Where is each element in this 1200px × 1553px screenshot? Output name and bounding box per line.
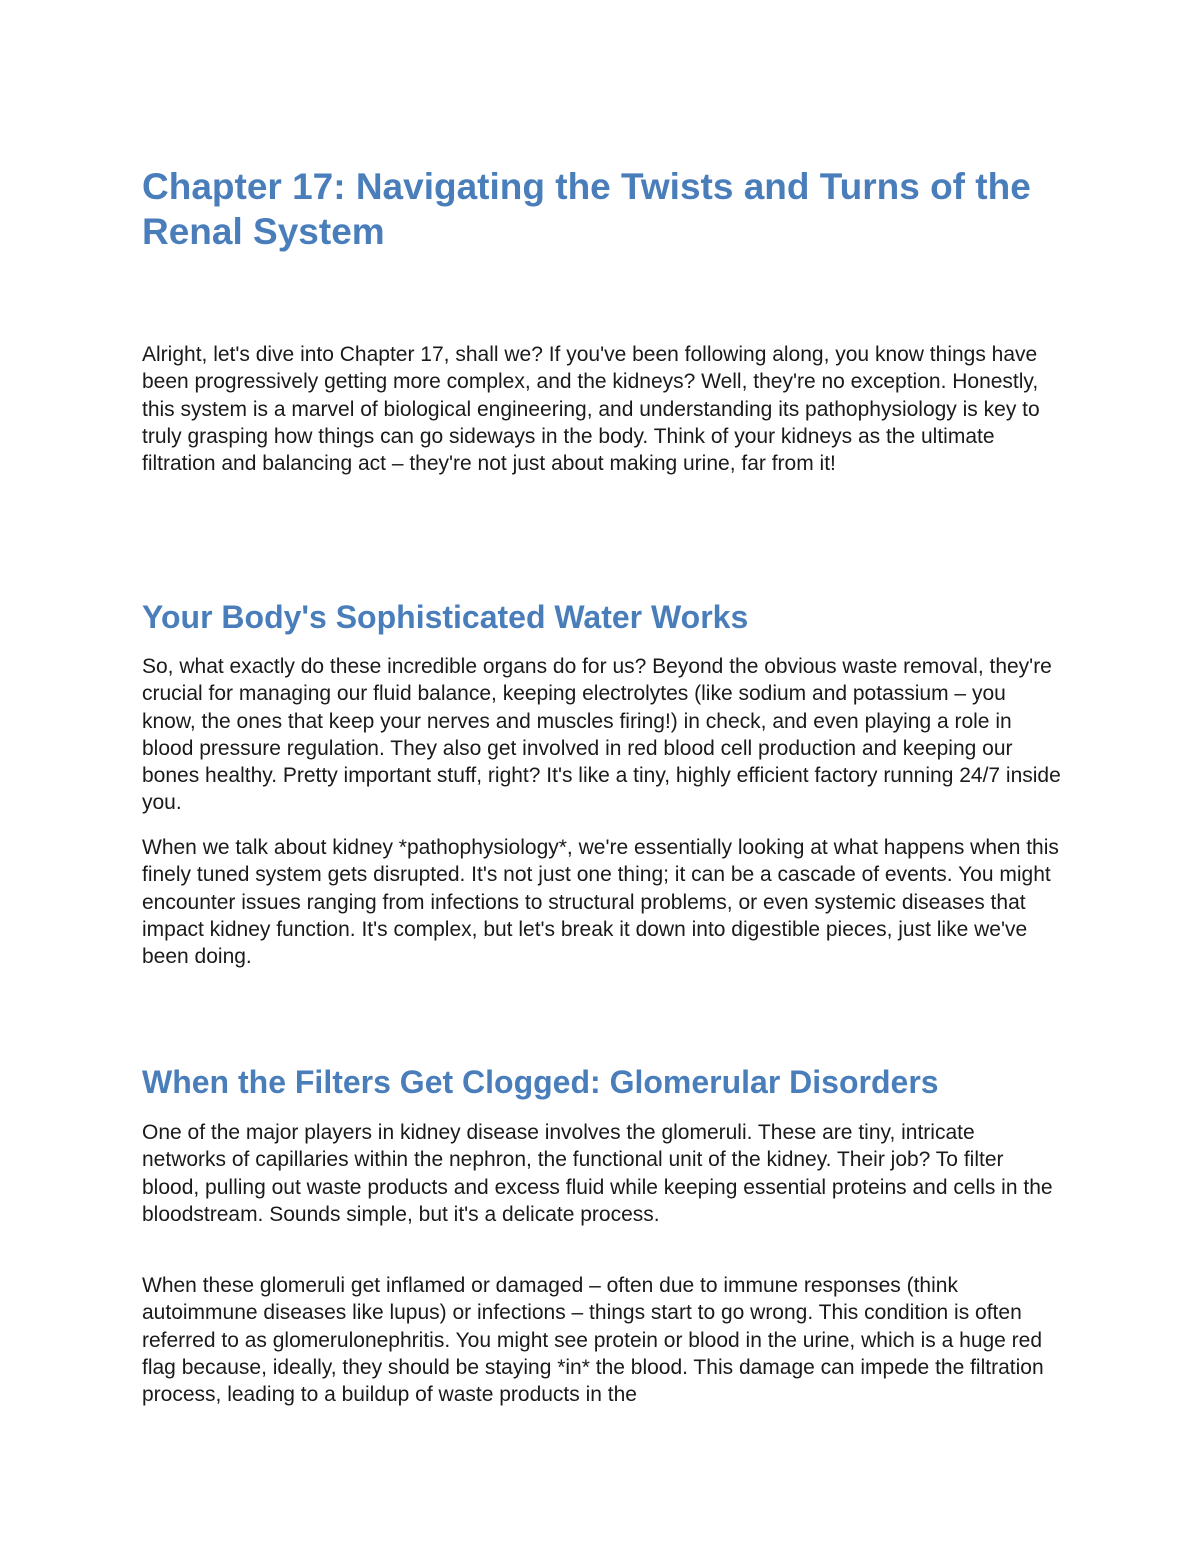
section-heading-water-works: Your Body's Sophisticated Water Works xyxy=(142,599,749,635)
section-heading-glomerular-disorders: When the Filters Get Clogged: Glomerular Disorders xyxy=(142,1064,939,1100)
intro-paragraph: Alright, let's dive into Chapter 17, shall we? If you've been following along, you know things have been progressively getting more complex, and the kidneys? Well, they're no exception. Honestly, this system is a marvel of biological engineering, and understanding its pathophysiology is key to truly grasping how things can go sideways in the body. Think of your kidneys as the ultimate filtration and balancing act – they're not just about making urine, far from it! xyxy=(142,343,1040,476)
section-paragraph: When we talk about kidney *pathophysiology*, we're essentially looking at what happens when this finely tuned system gets disrupted. It's not just one thing; it can be a cascade of events. You might encounter issues ranging from infections to structural problems, or even systemic diseases that impact kidney function. It's complex, but let's break it down into digestible pieces, just like we've been doing. xyxy=(142,836,1059,969)
section-paragraph: So, what exactly do these incredible organs do for us? Beyond the obvious waste removal, they're crucial for managing our fluid balance, keeping electrolytes (like sodium and potassium – you know, the ones that keep your nerves and muscles firing!) in check, and even playing a role in blood pressure regulation. They also get involved in red blood cell production and keeping our bones healthy. Pretty important stuff, right? It's like a tiny, highly efficient factory running 24/7 inside you. xyxy=(142,655,1061,815)
section-paragraph: When these glomeruli get inflamed or damaged – often due to immune responses (think autoimmune diseases like lupus) or infections – things start to go wrong. This condition is often referred to as glomerulonephritis. You might see protein or blood in the urine, which is a huge red flag because, ideally, they should be staying *in* the blood. This damage can impede the filtration process, leading to a buildup of waste products in the xyxy=(142,1274,1044,1407)
chapter-title: Chapter 17: Navigating the Twists and Turns of the Renal System xyxy=(142,166,1031,252)
section-paragraph: One of the major players in kidney disease involves the glomeruli. These are tiny, intricate networks of capillaries within the nephron, the functional unit of the kidney. Their job? To filter blood, pulling out waste products and excess fluid while keeping essential proteins and cells in the bloodstream. Sounds simple, but it's a delicate process. xyxy=(142,1121,1053,1226)
